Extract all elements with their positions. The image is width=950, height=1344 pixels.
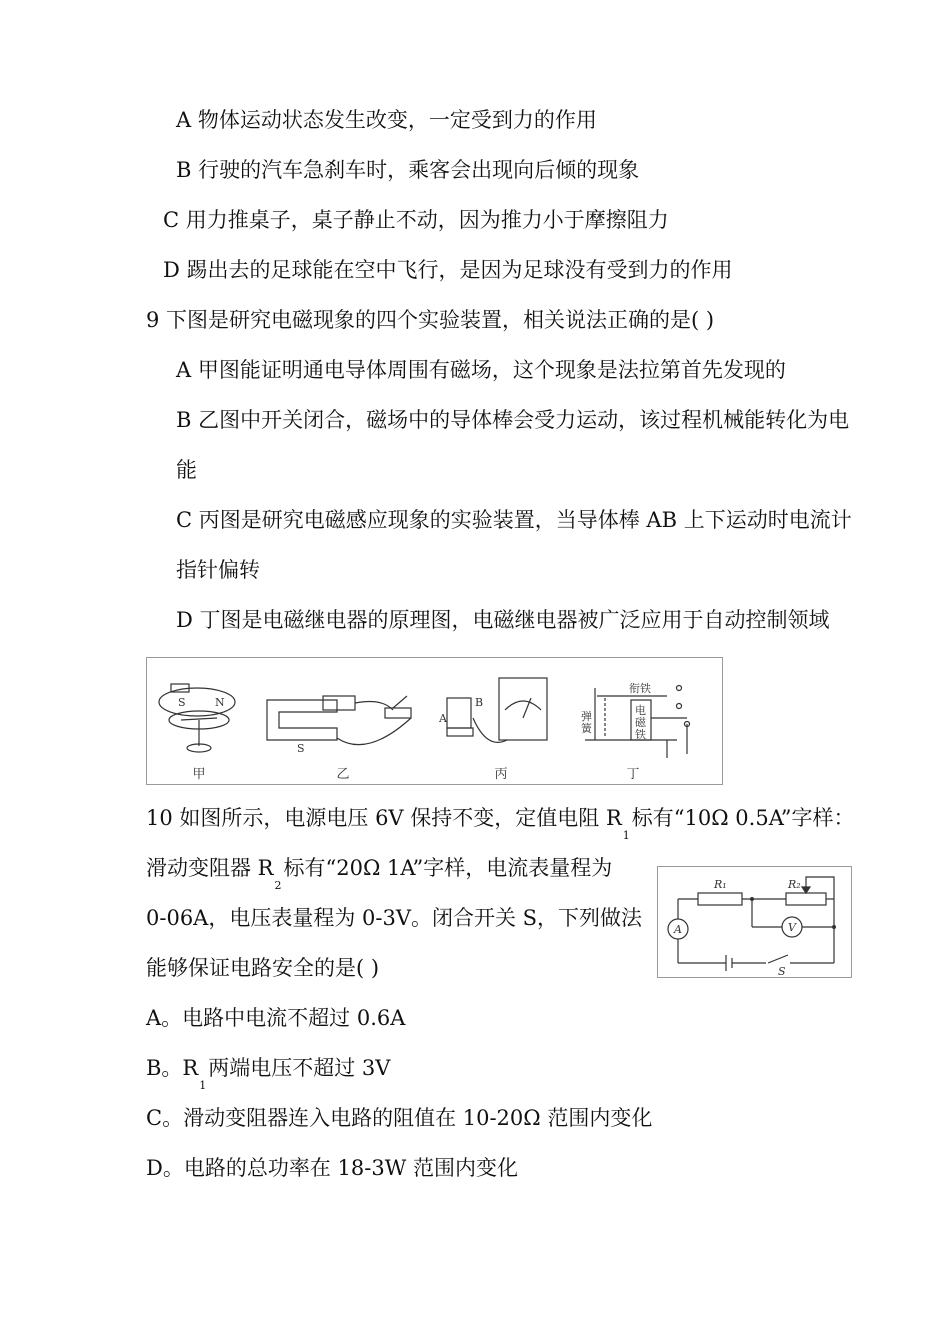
q10-b-sub: 1 (199, 1079, 207, 1092)
label-tan: 弹 (581, 710, 592, 723)
q10-l1-sub: 1 (622, 829, 630, 842)
label-a: A (439, 712, 447, 725)
label-ammeter: A (674, 923, 682, 936)
q10-b-pre: B。R (146, 1056, 199, 1080)
q10-l2-pre: 滑动变阻器 R (146, 856, 274, 880)
label-voltmeter: V (788, 921, 796, 934)
q10-stem-line4: 能够保证电路安全的是( ) (146, 956, 380, 980)
label-r1: R₁ (714, 878, 727, 891)
q10-stem-line3: 0-06A，电压表量程为 0-3V。闭合开关 S，下列做法 (146, 906, 643, 930)
q10-l2-post: 标有“20Ω 1A”字样，电流表量程为 (283, 856, 613, 880)
circuit-drawing (658, 867, 851, 977)
q10-b-post: 两端电压不超过 3V (208, 1056, 391, 1080)
experiments-drawing (147, 658, 722, 784)
caption-ding: 丁 (626, 767, 640, 782)
label-switch: S (778, 965, 786, 977)
q9-option-c-line1: C 丙图是研究电磁感应现象的实验装置，当导体棒 AB 上下运动时电流计 (176, 508, 852, 532)
label-r2: R₂ (788, 878, 801, 891)
q10-l1-pre: 10 如图所示，电源电压 6V 保持不变，定值电阻 R (146, 806, 622, 830)
q10-option-b (146, 1054, 391, 1092)
q8-option-d: D 踢出去的足球能在空中飞行，是因为足球没有受到力的作用 (163, 258, 733, 282)
label-ci: 磁 (635, 716, 646, 729)
q10-option-a: A。电路中电流不超过 0.6A (146, 1006, 406, 1030)
q10-stem-line1 (146, 804, 855, 842)
q10-l1-post: 标有“10Ω 0.5A”字样： (631, 806, 855, 830)
label-xiantie: 衔铁 (629, 682, 651, 695)
label-s: S (178, 696, 186, 709)
label-tie: 铁 (635, 728, 646, 741)
q9-option-c-line2: 指针偏转 (176, 558, 260, 582)
setup-yi-motor (267, 696, 411, 745)
q9-option-b-line1: B 乙图中开关闭合，磁场中的导体棒会受力运动，该过程机械能转化为电 (176, 408, 850, 432)
circuit-diagram (657, 866, 852, 978)
electromagnetism-experiments-figure (146, 657, 723, 785)
q9-option-a: A 甲图能证明通电导体周围有磁场，这个现象是法拉第首先发现的 (176, 358, 786, 382)
setup-jia-oersted (159, 684, 235, 752)
setup-bing-induction (447, 678, 547, 742)
q8-option-c: C 用力推桌子，桌子静止不动，因为推力小于摩擦阻力 (163, 208, 669, 232)
label-s2: S (297, 742, 305, 755)
q10-option-c: C。滑动变阻器连入电路的阻值在 10-20Ω 范围内变化 (146, 1106, 653, 1130)
caption-jia: 甲 (192, 767, 206, 782)
q10-option-d: D。电路的总功率在 18-3W 范围内变化 (146, 1156, 518, 1180)
q10-l2-sub: 2 (274, 879, 282, 892)
q9-stem: 9 下图是研究电磁现象的四个实验装置，相关说法正确的是( ) (146, 308, 715, 332)
q9-option-d: D 丁图是电磁继电器的原理图，电磁继电器被广泛应用于自动控制领域 (176, 608, 830, 632)
switch-blade (768, 955, 788, 963)
q9-option-b-line2: 能 (176, 458, 197, 482)
q8-option-a: A 物体运动状态发生改变，一定受到力的作用 (176, 108, 597, 132)
label-b: B (475, 696, 484, 709)
caption-bing: 丙 (494, 767, 508, 782)
label-huang: 簧 (581, 722, 592, 735)
resistor-r1 (698, 893, 742, 905)
q10-stem-line2 (146, 854, 613, 892)
resistor-r2 (786, 893, 826, 905)
label-n: N (215, 696, 225, 709)
label-dian: 电 (635, 704, 646, 717)
q8-option-b: B 行驶的汽车急刹车时，乘客会出现向后倾的现象 (176, 158, 640, 182)
caption-yi: 乙 (336, 767, 350, 782)
